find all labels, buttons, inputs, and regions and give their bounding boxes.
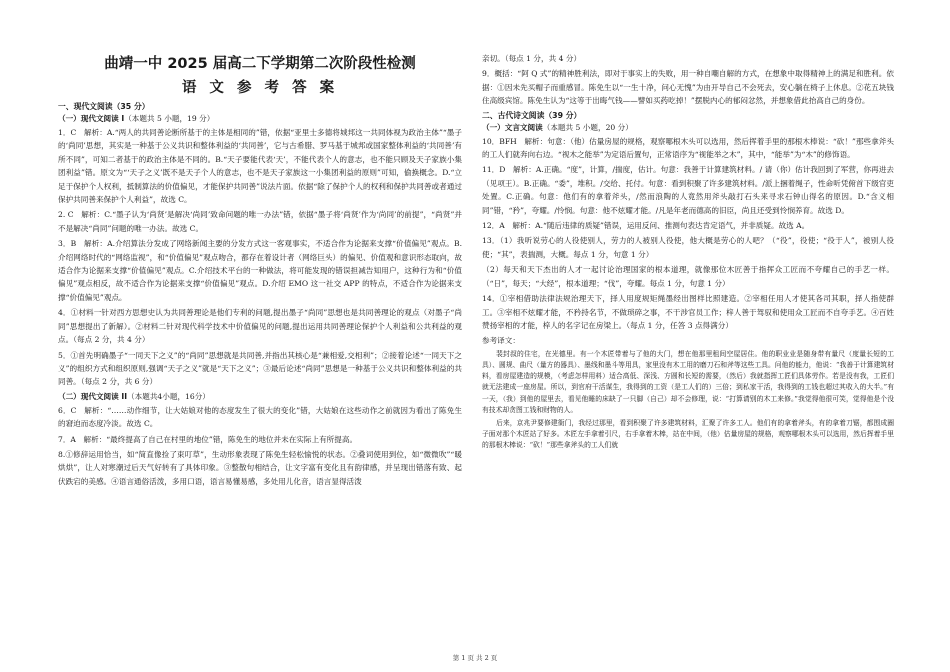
subsection-note: （本题共4小题，16分） [127,391,210,401]
right-column [482,0,894,650]
subsection-title: （二）现代文阅读 II [58,391,128,401]
answer-q12: 12．A 解析：A.“随后违律的质疑”错误，运用反问、推测句表达肯定语气，并非质疑。故选 A。 [482,221,810,231]
reference-translation-paragraph-1: 裴封叔的住宅，在光德里。有一个木匠带着与了他的大门，想在他那里租间空屋居住。他的职业业是随身带有量尺（度量长短的工具）、圆规、曲尺（量方的器具）、墨线和墨斗等用具，家里没有木工用的磨刀石和斧等这些工具。问他的能力，他说：“我善于计算建筑材料，看房屋建造的规模，（考虑怎样用料）适合高低、深浅、方圆和长短的需要，（然后）我就指挥工匠们具体劳作。若是没有我，工匠们就无法建成一座房屋。所以，到官府干活谋生，我得到的工资（是工人们的）三倍；到私家干活，我得到的工钱也超过其收入的大半。”有一天，（我）到他的屋里去，看见他睡的床缺了一只脚（自己）却不会修理，说：“打算请别的木工来修。”我觉得他很可笑，觉得他是个没有技术却贪图工钱和财物的人。 [482,349,894,414]
answer-q8-continued: 亲切。（每点 1 分，共 4 分） [482,54,582,63]
reference-translation-paragraph-2: 后来，京兆尹要修建衙门，我经过那里，看到积聚了许多建筑材料，汇聚了许多工人。他们有的拿着斧头，有的拿着刀锯，都围成圈子面对那个木匠站了好多。木匠左手拿着引尺，右手拿着木棒，站在中间，（他）估量房屋的规格，观察哪根木头可以选用，然后挥着手里的那根木棒说：“砍！”那些拿斧头的工人们就 [482,418,894,450]
page-subtitle: 语 文 参 考 答 案 [181,80,339,96]
subsection-note: （本题共 5 小题，19 分） [124,114,215,123]
answer-q8: 8.①修辞运用恰当，如“简直像捡了束叮草”，生动形象表现了陈免生轻松愉悦的状态。②叠词使用到位，如“微微吹”“暖烘烘”，让人对寒潮过后天气好转有了具体印象。③整散句相结合，让文字富有变化且有韵律感，并呈现出错落有致、起伏跌宕的美感。④语言通俗活泼，多用口语，语言易懂易感，多处用儿化音，语言显得活泼 [58,449,462,486]
answer-q5: 5．①首先明确墨子“一同天下之义”的“尚同”思想就是共同善,并指出其核心是“兼相爱,交相利”；②接着论述“一同天下之义”的组织方式和组织原则,强调“天子之义”就是“天下之义”；③最后论述“尚同”思想是一种基于公义共识和整体利益的共同善。（每点 2 分，共 6 分） [58,350,462,387]
answer-q9: 9．概括：“阿 Q 式”的精神胜利法，即对于事实上的失败，用一种自嘲自解的方式，在想象中取得精神上的满足和胜利。依据：①因未先买帽子而重感冒。陈免生以“一生十净，问心无愧”为由开导自己不会死去，安心躺在椅子上休息。②花五块钱住高级宾馆。陈免生认为“这等于出晦气钱——譬如买药吃掉！”摆脱内心的郁闷忿然，并想象借此抬高自己的身份。 [482,69,894,106]
answer-q10: 10．BFH 解析：句意：（他）估量房屋的规格，观察哪根木头可以选用，然后挥着手里的那根木棒说：“砍！”那些拿斧头的工人们就奔向右边。“视木之能举”为定语后置句，正常语序为“视能举之木”，其中，“能举”为“木”的修饰语。 [482,136,894,160]
page-title: 曲靖一中 2025 届高二下学期第二次阶段性检测 [104,56,416,72]
reference-translation-label: 参考译文： [482,336,520,346]
answer-q4: 4．①材料一针对西方思想史认为共同善理论是他们专利的问题,提出墨子“尚同”思想也是共同善理论的观点（对墨子“尚同”思想提出了新解）。②材料二针对现代科学技术中价值偏见的问题,提出运用共同善理论保护个人利益和公共利益的观点。（每点 2 分，共 4 分） [58,308,462,345]
answer-q7: 7．A 解析：“最终提高了自己在村里的地位”错，陈免生的地位并未在实际上有所提高。 [58,434,358,444]
subsection-heading-reading-2 [58,391,462,403]
page-number-footer: 第 1 页 共 2 页 [452,654,498,662]
answer-q13-part1: 13．（1）我听说劳心的人役使别人，劳力的人被别人役使，他大概是劳心的人吧？（“役”，役使；“役于人”，被别人役使；“其”，表揣测，大概。每点 1 分，句意 1 分） [482,236,894,259]
left-column [58,0,462,650]
answer-q3: 3．B 解析：A.介绍算法分发成了网络新闻主要的分发方式这一客观事实，不适合作为论据来支撑“价值偏见”观点。B.介绍网络时代的“网络监视”，和“价值偏见”观点吻合，都存在着设计者（网络巨头）的偏见、价值观和意识形态取向，故适合作为论据来支撑“价值偏见”观点。C.介绍技术平台的一种做法，将可能发现的错误担减告知用户，这种行为和“价值偏见”观点相反，故不适合作为论据来支撑“价值偏见”观点。D.介绍 EMO 这一社交 APP 的特点，不适合作为论据来支撑“价值偏见”观点。 [58,239,462,302]
answer-q13-part2: （2）每天和天下杰出的人才一起讨论治理国家的根本道理，就像那位木匠善于指挥众工匠而不夸耀自己的手艺一样。（“日”，每天；“大经”，根本道理；“伐”，夸耀。每点 1 分，句意 1 分） [482,265,894,288]
subsection-heading-reading-1 [58,113,462,125]
answer-q2: 2. C 解析：C.“墨子认为‘尚贤’是解决‘尚同’致命问题的唯一办法”错，依据“墨子将‘尚贤’作为‘尚同’的前提”，“尚贤”并不是解决“尚同”问题的唯一办法。故选 C。 [58,210,462,233]
subsection-title: （一）文言文阅读 [482,122,543,132]
subsection-heading-classical-prose [482,122,894,134]
answer-q14: 14．①宰相借助法律法规治理天下，择人用度规矩绳墨经出图样比照建造。②宰相任用人才使其各司其职，择人指使群工。③宰相不炫耀才能，不矜持名节，不做琐碎之事，不干涉官员工作；梓人善于驾驭和使用众工匠而不自夸手艺。④百姓赞扬宰相的才能，梓人的名字记在房梁上。（每点 1 分，任答 3 点得满分） [482,294,894,330]
section-heading-modern-reading: 一、现代文阅读（35 分） [58,102,150,111]
subsection-title: （一）现代文阅读 I [58,114,125,123]
subsection-note: （本题共 5 小题，20 分） [542,122,633,132]
answer-q6: 6．C 解析：“……动作细节，让大姑娘对他的态度发生了很大的变化”错，大姑娘在这些动作之前就因为看出了陈免生的窘迫而态度冷淡。故选 C。 [58,405,462,429]
answer-q11: 11．D 解析：A.正确。“度”，计算，/揣度，估计。句意：我善于计算建筑材料。/ 请（你）估计我回到了军营，你再进去（见项王）。B.正确。“委”，堆积。/交给、托付。句意：看到积聚了许多建筑材料。/派上捆着绳子，性命听凭俯首下级官吏处置。C.正确。句意：他们有的拿着斧头，/然而浪陶的人竟然用斧头敲打石头来寻求石钟山得名的原因。D.“含义相同”错，“矜”，夸耀。/怜悯。句意：他不炫耀才能。/凡是年老而德高的旧臣，尚且还受到怜悯养育。故选 D。 [482,165,894,215]
section-heading-classical-reading: 二、古代诗文阅读（39 分） [482,110,582,120]
answer-q1: 1．C 解析：A.“两人的共同善论断所基于的主体是相同的”错，依据“亚里士多德将城邦这一共同体视为政治主体”“墨子的‘尚同’思想，其实是一种基于公义共识和整体利益的‘共同善’，它与古希腊、罗马基于城邦或国家整体利益的‘共同善’有所不同”，可知二者基于的政治主体是不同的。B.“天子要能代表‘天’，不能代表个人的意志，也不能只顾及天子家族小集团利益”错。原文为“‘天子之义’既不是天子个人的意志，也不是天子家族这一小集团利益的原则”可知，偷换概念。D.“立足于保护个人权利，抵制算法的价值偏见，才能保护共同善”说法片面。依据“除了保护个人的权利和保护共同善或者通过保护共同善来保护个人利益”，故选 C。 [58,128,462,205]
